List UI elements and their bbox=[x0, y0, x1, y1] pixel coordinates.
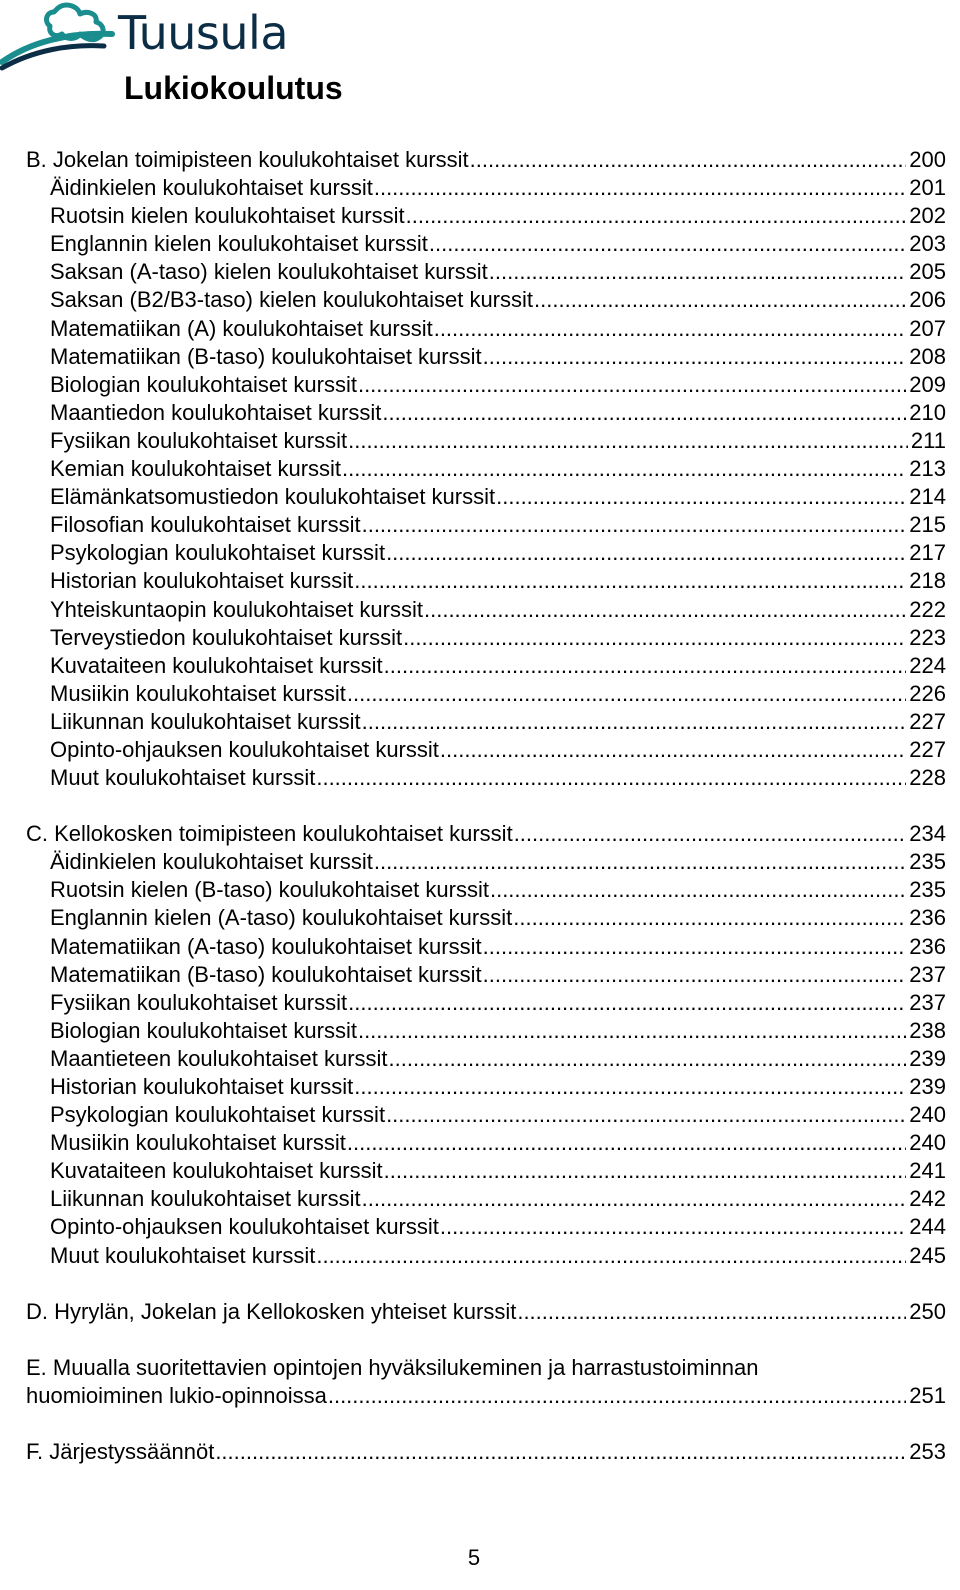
toc-page-number: 202 bbox=[909, 203, 946, 229]
toc-page-number: 205 bbox=[909, 259, 946, 285]
toc-entry[interactable] bbox=[26, 315, 946, 343]
toc-heading[interactable] bbox=[26, 1298, 946, 1326]
toc-page-number: 223 bbox=[909, 624, 946, 650]
toc-page-number: 227 bbox=[909, 708, 946, 734]
toc-page-number: 240 bbox=[909, 1130, 946, 1156]
toc-entry-label: Saksan (A-taso) kielen koulukohtaiset kurssit bbox=[50, 259, 488, 285]
dot-leader bbox=[215, 1438, 906, 1466]
toc-page-number: 237 bbox=[909, 961, 946, 987]
toc-entry-label: Musiikin koulukohtaiset kurssit bbox=[50, 1130, 346, 1156]
toc-entry-label: Ruotsin kielen (B-taso) koulukohtaiset kurssit bbox=[50, 877, 489, 903]
toc-entry[interactable] bbox=[26, 1129, 946, 1157]
toc-heading-label-line1[interactable]: E. Muualla suoritettavien opintojen hyväksilukeminen ja harrastustoiminnan bbox=[26, 1354, 759, 1380]
toc-heading[interactable] bbox=[26, 820, 946, 848]
page-header bbox=[0, 0, 960, 120]
toc-entry[interactable] bbox=[26, 230, 946, 258]
toc-page-number: 228 bbox=[909, 765, 946, 791]
toc-entry[interactable] bbox=[26, 1101, 946, 1129]
toc-page-number: 203 bbox=[909, 231, 946, 257]
dot-leader bbox=[348, 427, 908, 455]
toc-entry[interactable] bbox=[26, 1242, 946, 1270]
toc-page-number: 206 bbox=[909, 287, 946, 313]
toc-entry-label: Psykologian koulukohtaiset kurssit bbox=[50, 1102, 386, 1128]
toc-heading-label: huomioiminen lukio-opinnoissa bbox=[26, 1382, 327, 1408]
toc-entry-label: Fysiikan koulukohtaiset kurssit bbox=[50, 427, 348, 453]
toc-entry-label: Muut koulukohtaiset kurssit bbox=[50, 765, 316, 791]
dot-leader bbox=[514, 820, 907, 848]
toc-entry[interactable] bbox=[26, 455, 946, 483]
toc-page-number: 245 bbox=[909, 1242, 946, 1268]
toc-heading-label: B. Jokelan toimipisteen koulukohtaiset kurssit bbox=[26, 147, 469, 172]
dot-leader bbox=[347, 680, 906, 708]
toc-section-b bbox=[26, 146, 946, 792]
dot-leader bbox=[316, 1242, 906, 1270]
dot-leader bbox=[534, 286, 906, 314]
leaf-swoosh-icon bbox=[0, 2, 118, 72]
toc-entry[interactable] bbox=[26, 174, 946, 202]
toc-entry[interactable] bbox=[26, 764, 946, 792]
dot-leader bbox=[374, 848, 906, 876]
toc-page-number: 217 bbox=[909, 540, 946, 566]
toc-entry[interactable] bbox=[26, 1157, 946, 1185]
dot-leader bbox=[483, 343, 907, 371]
toc-page-number: 211 bbox=[910, 427, 946, 453]
dot-leader bbox=[490, 876, 906, 904]
dot-leader bbox=[513, 904, 906, 932]
toc-entry-label: Maantieteen koulukohtaiset kurssit bbox=[50, 1045, 388, 1071]
dot-leader bbox=[362, 511, 907, 539]
toc-page-number: 237 bbox=[909, 989, 946, 1015]
toc-page-number: 236 bbox=[909, 933, 946, 959]
toc-entry-label: Saksan (B2/B3-taso) kielen koulukohtaiset kurssit bbox=[50, 287, 534, 313]
toc-entry-label: Historian koulukohtaiset kurssit bbox=[50, 568, 354, 594]
toc-entry[interactable] bbox=[26, 202, 946, 230]
dot-leader bbox=[384, 1157, 907, 1185]
toc-page-number: 210 bbox=[909, 399, 946, 425]
toc-entry-label: Opinto-ohjauksen koulukohtaiset kurssit bbox=[50, 736, 439, 762]
toc-entry-label: Musiikin koulukohtaiset kurssit bbox=[50, 680, 346, 706]
toc-entry[interactable] bbox=[26, 511, 946, 539]
toc-page-number: 201 bbox=[909, 175, 946, 201]
toc-entry[interactable] bbox=[26, 933, 946, 961]
toc-entry-label: Elämänkatsomustiedon koulukohtaiset kurssit bbox=[50, 484, 496, 510]
toc-entry[interactable] bbox=[26, 1213, 946, 1241]
toc-entry-label: Matematiikan (B-taso) koulukohtaiset kurssit bbox=[50, 961, 482, 987]
toc-page-number: 215 bbox=[909, 512, 946, 538]
toc-page-number: 209 bbox=[909, 371, 946, 397]
toc-entry-label: Maantiedon koulukohtaiset kurssit bbox=[50, 399, 382, 425]
toc-entry-label: Yhteiskuntaopin koulukohtaiset kurssit bbox=[50, 596, 423, 622]
toc-page-number: 253 bbox=[909, 1438, 946, 1464]
toc-entry[interactable] bbox=[26, 427, 946, 455]
toc-page-number: 240 bbox=[909, 1102, 946, 1128]
toc-entry[interactable] bbox=[26, 1017, 946, 1045]
toc-entry-label: Englannin kielen koulukohtaiset kurssit bbox=[50, 231, 428, 257]
dot-leader bbox=[316, 764, 906, 792]
toc-page-number: 218 bbox=[909, 568, 946, 594]
toc-entry[interactable] bbox=[26, 1185, 946, 1213]
toc-entry-label: Historian koulukohtaiset kurssit bbox=[50, 1074, 354, 1099]
toc-entry[interactable] bbox=[26, 624, 946, 652]
dot-leader bbox=[483, 961, 907, 989]
toc-page-number: 200 bbox=[909, 147, 946, 172]
toc-entry-label: Terveystiedon koulukohtaiset kurssit bbox=[50, 624, 403, 650]
dot-leader bbox=[489, 258, 907, 286]
toc-page-number: 242 bbox=[909, 1186, 946, 1212]
dot-leader bbox=[429, 230, 906, 258]
toc-page-number: 235 bbox=[909, 849, 946, 875]
dot-leader bbox=[470, 146, 907, 174]
toc-page-number: 234 bbox=[909, 821, 946, 847]
toc-heading[interactable] bbox=[26, 1382, 946, 1410]
toc-section-f bbox=[26, 1438, 946, 1466]
toc-entry-label: Matematiikan (A-taso) koulukohtaiset kurssit bbox=[50, 933, 482, 959]
dot-leader bbox=[424, 596, 906, 624]
dot-leader bbox=[358, 371, 906, 399]
toc-entry[interactable] bbox=[26, 286, 946, 314]
toc-entry[interactable] bbox=[26, 1073, 946, 1101]
toc-page-number: 214 bbox=[909, 484, 946, 510]
toc-entry-label: Psykologian koulukohtaiset kurssit bbox=[50, 540, 386, 566]
dot-leader bbox=[496, 483, 906, 511]
toc-page-number: 250 bbox=[909, 1298, 946, 1324]
toc-entry[interactable] bbox=[26, 596, 946, 624]
brand-name: Tuusula bbox=[118, 6, 289, 60]
toc-entry[interactable] bbox=[26, 708, 946, 736]
dot-leader bbox=[342, 455, 906, 483]
toc-page-number: 226 bbox=[909, 680, 946, 706]
toc-entry-label: Liikunnan koulukohtaiset kurssit bbox=[50, 1186, 361, 1212]
dot-leader bbox=[440, 736, 906, 764]
toc-entry[interactable] bbox=[26, 567, 946, 595]
dot-leader bbox=[358, 1017, 906, 1045]
dot-leader bbox=[354, 567, 906, 595]
toc-entry-label: Fysiikan koulukohtaiset kurssit bbox=[50, 989, 348, 1015]
footer-page-number: 5 bbox=[467, 1545, 481, 1570]
toc-entry-label: Liikunnan koulukohtaiset kurssit bbox=[50, 708, 361, 734]
toc-heading[interactable] bbox=[26, 146, 946, 174]
dot-leader bbox=[386, 1101, 906, 1129]
toc-entry[interactable] bbox=[26, 961, 946, 989]
toc-section-e bbox=[26, 1354, 946, 1410]
toc-section-d bbox=[26, 1298, 946, 1326]
toc-entry-label: Kemian koulukohtaiset kurssit bbox=[50, 456, 342, 482]
toc-entry[interactable] bbox=[26, 848, 946, 876]
dot-leader bbox=[440, 1213, 906, 1241]
toc-entry[interactable] bbox=[26, 680, 946, 708]
toc-page-number: 213 bbox=[909, 456, 946, 482]
toc-heading-label: C. Kellokosken toimipisteen koulukohtaiset kurssit bbox=[26, 821, 513, 847]
dot-leader bbox=[434, 315, 907, 343]
toc-page-number: 238 bbox=[909, 1017, 946, 1043]
toc-page-number: 236 bbox=[909, 905, 946, 931]
toc-page-number: 241 bbox=[909, 1158, 946, 1184]
dot-leader bbox=[386, 539, 906, 567]
dot-leader bbox=[483, 933, 907, 961]
toc-entry-label: Muut koulukohtaiset kurssit bbox=[50, 1242, 316, 1268]
toc-page-number: 239 bbox=[909, 1074, 946, 1099]
dot-leader bbox=[362, 708, 907, 736]
table-of-contents bbox=[26, 146, 946, 1466]
dot-leader bbox=[384, 652, 907, 680]
dot-leader bbox=[403, 624, 906, 652]
dot-leader bbox=[362, 1185, 907, 1213]
dot-leader bbox=[406, 202, 907, 230]
toc-page-number: 207 bbox=[909, 315, 946, 341]
toc-entry[interactable] bbox=[26, 652, 946, 680]
toc-entry-label: Matematiikan (B-taso) koulukohtaiset kurssit bbox=[50, 343, 482, 369]
toc-page-number: 208 bbox=[909, 343, 946, 369]
dot-leader bbox=[374, 174, 906, 202]
document-title: Lukiokoulutus bbox=[124, 70, 343, 106]
toc-entry-label: Äidinkielen koulukohtaiset kurssit bbox=[50, 175, 373, 201]
toc-entry[interactable] bbox=[26, 736, 946, 764]
toc-entry-label: Kuvataiteen koulukohtaiset kurssit bbox=[50, 652, 383, 678]
toc-entry[interactable] bbox=[26, 258, 946, 286]
toc-page-number: 224 bbox=[909, 652, 946, 678]
toc-entry-label: Englannin kielen (A-taso) koulukohtaiset kurssit bbox=[50, 905, 513, 931]
dot-leader bbox=[354, 1073, 906, 1101]
toc-entry[interactable] bbox=[26, 539, 946, 567]
dot-leader bbox=[328, 1382, 906, 1410]
toc-entry[interactable] bbox=[26, 483, 946, 511]
toc-entry[interactable] bbox=[26, 904, 946, 932]
dot-leader bbox=[348, 989, 906, 1017]
toc-page-number: 227 bbox=[909, 736, 946, 762]
toc-page-number: 239 bbox=[909, 1045, 946, 1071]
dot-leader bbox=[389, 1045, 907, 1073]
toc-page-number: 235 bbox=[909, 877, 946, 903]
toc-entry[interactable] bbox=[26, 1045, 946, 1073]
toc-entry[interactable] bbox=[26, 876, 946, 904]
toc-page-number: 251 bbox=[909, 1382, 946, 1408]
toc-entry[interactable] bbox=[26, 399, 946, 427]
toc-entry-label: Kuvataiteen koulukohtaiset kurssit bbox=[50, 1158, 383, 1184]
dot-leader bbox=[517, 1298, 906, 1326]
toc-entry[interactable] bbox=[26, 989, 946, 1017]
toc-entry-label: Ruotsin kielen koulukohtaiset kurssit bbox=[50, 203, 405, 229]
toc-entry[interactable] bbox=[26, 371, 946, 399]
toc-heading[interactable] bbox=[26, 1438, 946, 1466]
toc-entry-label: Biologian koulukohtaiset kurssit bbox=[50, 1017, 357, 1043]
toc-page-number: 222 bbox=[909, 596, 946, 622]
toc-page-number: 244 bbox=[909, 1214, 946, 1240]
toc-entry-label: Äidinkielen koulukohtaiset kurssit bbox=[50, 849, 373, 875]
toc-entry-label: Biologian koulukohtaiset kurssit bbox=[50, 371, 357, 397]
dot-leader bbox=[382, 399, 906, 427]
toc-heading-label: D. Hyrylän, Jokelan ja Kellokosken yhteiset kurssit bbox=[26, 1298, 517, 1324]
toc-entry-label: Matematiikan (A) koulukohtaiset kurssit bbox=[50, 315, 433, 341]
toc-entry-label: Filosofian koulukohtaiset kurssit bbox=[50, 512, 361, 538]
toc-section-c bbox=[26, 820, 946, 1270]
toc-entry-label: Opinto-ohjauksen koulukohtaiset kurssit bbox=[50, 1214, 439, 1240]
toc-entry[interactable] bbox=[26, 343, 946, 371]
toc-heading-label: F. Järjestyssäännöt bbox=[26, 1438, 215, 1464]
dot-leader bbox=[347, 1129, 906, 1157]
